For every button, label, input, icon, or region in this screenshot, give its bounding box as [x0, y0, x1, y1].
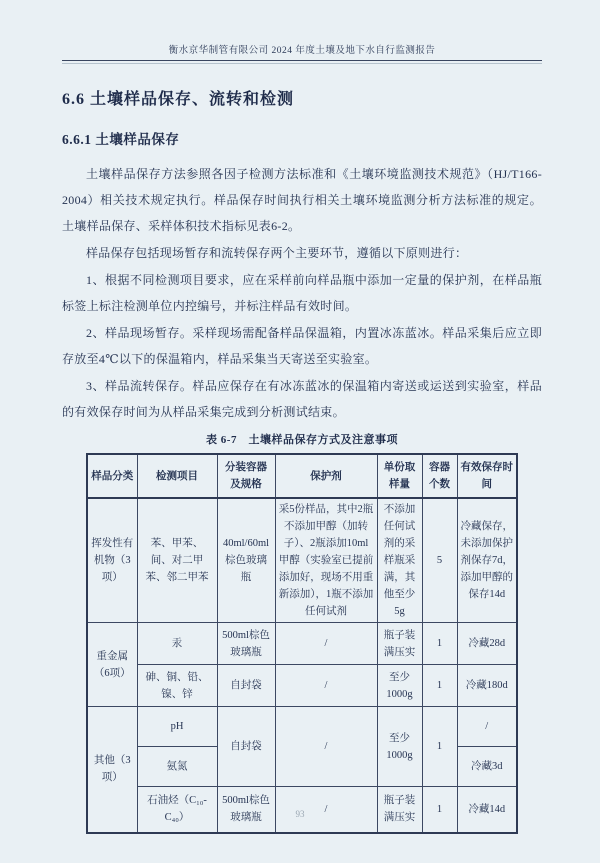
column-header-amount: 单份取样量: [377, 454, 422, 498]
paragraph-method: 土壤样品保存方法参照各因子检测方法标准和《土壤环境监测技术规范》（HJ/T166-2004）相关技术规定执行。样品保存时间执行相关土壤环境监测分析方法标准的规定。土壤样品保存、采样体积技术指标见表6-2。: [62, 167, 542, 233]
column-header-container: 分装容器及规格: [217, 454, 275, 498]
cell-metals-protectant: /: [275, 665, 377, 707]
cell-voc-protectant: 采5份样品，其中2瓶不添加甲醇（加转子）、2瓶添加10ml甲醇（实验室已提前添加好，现场不用重新添加），1瓶不添加任何试剂: [275, 498, 377, 623]
cell-voc-items: 苯、甲苯、间、对二甲苯、邻二甲苯: [137, 498, 217, 623]
cell-petroleum-protectant: /: [275, 787, 377, 833]
cell-ph-items: pH: [137, 707, 217, 747]
paragraph-overview: 样品保存包括现场暂存和流转保存两个主要环节，遵循以下原则进行：: [86, 246, 468, 260]
cell-metals-items: 砷、铜、铅、镍、锌: [137, 665, 217, 707]
column-header-time: 有效保存时间: [457, 454, 517, 498]
cell-metals-time: 冷藏180d: [457, 665, 517, 707]
cell-voc-container: 40ml/60ml棕色玻璃瓶: [217, 498, 275, 623]
table-header-row: [87, 454, 517, 498]
paragraph-rule-3: 3、样品流转保存。样品应保存在有冰冻蓝冰的保温箱内寄送或运送到实验室，样品的有效保存时间为从样品采集完成到分析测试结束。: [62, 379, 542, 419]
cell-heavy-category: 重金属（6项）: [87, 623, 137, 707]
cell-voc-time: 冷藏保存，未添加保护剂保存7d，添加甲醇的保存14d: [457, 498, 517, 623]
body-text: [62, 161, 542, 425]
table-title: 表 6-7 土壤样品保存方式及注意事项: [206, 434, 398, 446]
header-rule: [62, 60, 542, 64]
paragraph-rule-2: 2、样品现场暂存。采样现场需配备样品保温箱，内置冰冻蓝冰。样品采集后应立即存放至4℃以下的保温箱内，样品采集当天寄送至实验室。: [62, 326, 542, 366]
column-header-category: 样品分类: [87, 454, 137, 498]
subsection-title: 6.6.1 土壤样品保存: [62, 132, 180, 147]
cell-petroleum-items: 石油烃（C₁₀-C₄₀）: [137, 787, 217, 833]
cell-other-shared-amount: 至少1000g: [377, 707, 422, 787]
cell-other-shared-count: 1: [422, 707, 457, 787]
column-header-protectant: 保护剂: [275, 454, 377, 498]
cell-hg-items: 汞: [137, 623, 217, 665]
cell-petroleum-amount: 瓶子装满压实: [377, 787, 422, 833]
section-title: 6.6 土壤样品保存、流转和检测: [62, 91, 295, 108]
running-header: 衡水京华制管有限公司 2024 年度土壤及地下水自行监测报告: [168, 46, 436, 56]
column-header-items: 检测项目: [137, 454, 217, 498]
cell-hg-count: 1: [422, 623, 457, 665]
cell-hg-time: 冷藏28d: [457, 623, 517, 665]
cell-petroleum-count: 1: [422, 787, 457, 833]
table-row-ph: [87, 707, 517, 747]
preservation-table: [86, 453, 518, 834]
table-row-mercury: [87, 623, 517, 665]
paragraph-rule-1: 1、根据不同检测项目要求，应在采样前向样品瓶中添加一定量的保护剂，在样品瓶标签上标注检测单位内控编号，并标注样品有效时间。: [62, 273, 542, 313]
cell-voc-count: 5: [422, 498, 457, 623]
cell-metals-container: 自封袋: [217, 665, 275, 707]
cell-other-shared-protectant: /: [275, 707, 377, 787]
page-number: 93: [295, 809, 305, 819]
cell-other-category: 其他（3项）: [87, 707, 137, 833]
cell-hg-container: 500ml棕色玻璃瓶: [217, 623, 275, 665]
cell-nh3-time: 冷藏3d: [457, 747, 517, 787]
column-header-count: 容器个数: [422, 454, 457, 498]
cell-petroleum-time: 冷藏14d: [457, 787, 517, 833]
cell-voc-category: 挥发性有机物（3项）: [87, 498, 137, 623]
table-row-metals: [87, 665, 517, 707]
cell-other-shared-container: 自封袋: [217, 707, 275, 787]
cell-nh3-items: 氨氮: [137, 747, 217, 787]
cell-hg-protectant: /: [275, 623, 377, 665]
cell-petroleum-container: 500ml棕色玻璃瓶: [217, 787, 275, 833]
cell-hg-amount: 瓶子装满压实: [377, 623, 422, 665]
table-row-voc: [87, 498, 517, 623]
cell-metals-count: 1: [422, 665, 457, 707]
cell-metals-amount: 至少1000g: [377, 665, 422, 707]
cell-ph-time: /: [457, 707, 517, 747]
cell-voc-amount: 不添加任何试剂的采样瓶采满，其他至少5g: [377, 498, 422, 623]
